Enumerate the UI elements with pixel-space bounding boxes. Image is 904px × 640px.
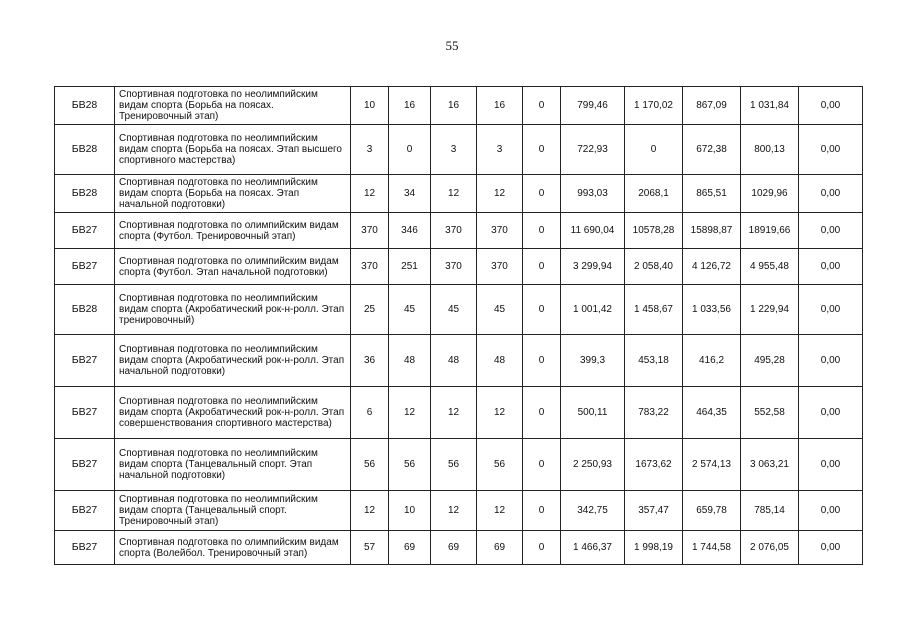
row-code: БВ27 — [55, 213, 115, 249]
row-description: Спортивная подготовка по неолимпийским видам спорта (Танцевальный спорт. Тренировочный этап) — [115, 491, 351, 531]
cell-v4: 1029,96 — [741, 175, 799, 213]
cell-v1: 993,03 — [561, 175, 625, 213]
cell-c5: 0 — [523, 491, 561, 531]
cell-c2: 10 — [389, 491, 431, 531]
cell-c1: 25 — [351, 285, 389, 335]
cell-v1: 1 001,42 — [561, 285, 625, 335]
cell-v4: 1 229,94 — [741, 285, 799, 335]
cell-v4: 785,14 — [741, 491, 799, 531]
cell-c1: 36 — [351, 335, 389, 387]
cell-c4: 56 — [477, 439, 523, 491]
row-description: Спортивная подготовка по неолимпийским видам спорта (Борьба на поясах. Этап начальной подготовки) — [115, 175, 351, 213]
cell-v4: 552,58 — [741, 387, 799, 439]
cell-v2: 1 458,67 — [625, 285, 683, 335]
row-description: Спортивная подготовка по олимпийским видам спорта (Волейбол. Тренировочный этап) — [115, 531, 351, 565]
cell-c1: 12 — [351, 175, 389, 213]
cell-c4: 3 — [477, 125, 523, 175]
cell-c1: 6 — [351, 387, 389, 439]
cell-c3: 12 — [431, 175, 477, 213]
cell-v1: 11 690,04 — [561, 213, 625, 249]
cell-c1: 370 — [351, 249, 389, 285]
cell-v5: 0,00 — [799, 335, 863, 387]
cell-v2: 2 058,40 — [625, 249, 683, 285]
cell-c2: 56 — [389, 439, 431, 491]
cell-v4: 800,13 — [741, 125, 799, 175]
cell-c5: 0 — [523, 439, 561, 491]
cell-c5: 0 — [523, 249, 561, 285]
cell-c2: 45 — [389, 285, 431, 335]
cell-v2: 1673,62 — [625, 439, 683, 491]
cell-c5: 0 — [523, 213, 561, 249]
table-row — [55, 213, 863, 249]
cell-v4: 495,28 — [741, 335, 799, 387]
cell-c4: 45 — [477, 285, 523, 335]
row-code: БВ28 — [55, 125, 115, 175]
cell-v2: 1 998,19 — [625, 531, 683, 565]
table-row — [55, 387, 863, 439]
table-row — [55, 491, 863, 531]
cell-c5: 0 — [523, 387, 561, 439]
cell-v4: 4 955,48 — [741, 249, 799, 285]
row-description: Спортивная подготовка по неолимпийским видам спорта (Акробатический рок-н-ролл. Этап тренировочный) — [115, 285, 351, 335]
cell-v5: 0,00 — [799, 213, 863, 249]
cell-v1: 799,46 — [561, 87, 625, 125]
row-code: БВ28 — [55, 175, 115, 213]
cell-c1: 3 — [351, 125, 389, 175]
cell-v1: 399,3 — [561, 335, 625, 387]
cell-v3: 1 744,58 — [683, 531, 741, 565]
cell-v2: 10578,28 — [625, 213, 683, 249]
cell-c1: 10 — [351, 87, 389, 125]
cell-c3: 12 — [431, 387, 477, 439]
cell-c4: 12 — [477, 175, 523, 213]
row-code: БВ28 — [55, 285, 115, 335]
cell-c3: 370 — [431, 213, 477, 249]
cell-v5: 0,00 — [799, 285, 863, 335]
cell-c4: 370 — [477, 249, 523, 285]
row-description: Спортивная подготовка по неолимпийским видам спорта (Акробатический рок-н-ролл. Этап совершенствования спортивного мастерства) — [115, 387, 351, 439]
row-code: БВ28 — [55, 87, 115, 125]
row-code: БВ27 — [55, 387, 115, 439]
cell-c5: 0 — [523, 87, 561, 125]
cell-c5: 0 — [523, 285, 561, 335]
cell-c4: 12 — [477, 491, 523, 531]
table-row — [55, 335, 863, 387]
cell-v5: 0,00 — [799, 125, 863, 175]
cell-c4: 69 — [477, 531, 523, 565]
cell-c2: 16 — [389, 87, 431, 125]
cell-c3: 69 — [431, 531, 477, 565]
cell-v3: 15898,87 — [683, 213, 741, 249]
cell-v5: 0,00 — [799, 87, 863, 125]
cell-v4: 1 031,84 — [741, 87, 799, 125]
table-row — [55, 125, 863, 175]
cell-c3: 12 — [431, 491, 477, 531]
cell-c5: 0 — [523, 531, 561, 565]
cell-v1: 722,93 — [561, 125, 625, 175]
cell-c2: 48 — [389, 335, 431, 387]
row-description: Спортивная подготовка по олимпийским видам спорта (Футбол. Тренировочный этап) — [115, 213, 351, 249]
row-description: Спортивная подготовка по неолимпийским видам спорта (Борьба на поясах. Этап высшего спортивного мастерства) — [115, 125, 351, 175]
table-row — [55, 439, 863, 491]
cell-v3: 659,78 — [683, 491, 741, 531]
table-row — [55, 531, 863, 565]
cell-c3: 3 — [431, 125, 477, 175]
cell-c3: 56 — [431, 439, 477, 491]
cell-c4: 12 — [477, 387, 523, 439]
data-table — [54, 86, 863, 565]
cell-c3: 370 — [431, 249, 477, 285]
row-description: Спортивная подготовка по олимпийским видам спорта (Футбол. Этап начальной подготовки) — [115, 249, 351, 285]
cell-c2: 0 — [389, 125, 431, 175]
cell-c1: 57 — [351, 531, 389, 565]
cell-v2: 783,22 — [625, 387, 683, 439]
cell-v1: 1 466,37 — [561, 531, 625, 565]
cell-c5: 0 — [523, 335, 561, 387]
cell-c1: 56 — [351, 439, 389, 491]
cell-v3: 464,35 — [683, 387, 741, 439]
cell-c3: 45 — [431, 285, 477, 335]
row-code: БВ27 — [55, 491, 115, 531]
row-description: Спортивная подготовка по неолимпийским видам спорта (Танцевальный спорт. Этап начальной подготовки) — [115, 439, 351, 491]
cell-v1: 3 299,94 — [561, 249, 625, 285]
page-number: 55 — [445, 38, 459, 53]
cell-c3: 48 — [431, 335, 477, 387]
cell-c5: 0 — [523, 125, 561, 175]
cell-v1: 342,75 — [561, 491, 625, 531]
cell-c2: 12 — [389, 387, 431, 439]
cell-v3: 865,51 — [683, 175, 741, 213]
cell-c1: 12 — [351, 491, 389, 531]
cell-v1: 500,11 — [561, 387, 625, 439]
cell-v3: 2 574,13 — [683, 439, 741, 491]
cell-v5: 0,00 — [799, 249, 863, 285]
cell-v1: 2 250,93 — [561, 439, 625, 491]
row-code: БВ27 — [55, 249, 115, 285]
cell-c2: 346 — [389, 213, 431, 249]
cell-v5: 0,00 — [799, 491, 863, 531]
table-row — [55, 249, 863, 285]
table-row — [55, 285, 863, 335]
table-row — [55, 87, 863, 125]
cell-v2: 0 — [625, 125, 683, 175]
cell-c4: 16 — [477, 87, 523, 125]
cell-v2: 2068,1 — [625, 175, 683, 213]
cell-v3: 1 033,56 — [683, 285, 741, 335]
cell-v4: 3 063,21 — [741, 439, 799, 491]
cell-c1: 370 — [351, 213, 389, 249]
cell-v5: 0,00 — [799, 439, 863, 491]
cell-c4: 370 — [477, 213, 523, 249]
cell-c4: 48 — [477, 335, 523, 387]
cell-c2: 251 — [389, 249, 431, 285]
cell-c5: 0 — [523, 175, 561, 213]
cell-v5: 0,00 — [799, 175, 863, 213]
cell-v3: 4 126,72 — [683, 249, 741, 285]
cell-v2: 1 170,02 — [625, 87, 683, 125]
cell-v3: 672,38 — [683, 125, 741, 175]
cell-v5: 0,00 — [799, 531, 863, 565]
row-code: БВ27 — [55, 531, 115, 565]
cell-v2: 453,18 — [625, 335, 683, 387]
cell-c2: 69 — [389, 531, 431, 565]
row-code: БВ27 — [55, 439, 115, 491]
cell-v3: 867,09 — [683, 87, 741, 125]
cell-v4: 18919,66 — [741, 213, 799, 249]
cell-v2: 357,47 — [625, 491, 683, 531]
row-code: БВ27 — [55, 335, 115, 387]
table-row — [55, 175, 863, 213]
cell-v3: 416,2 — [683, 335, 741, 387]
cell-c3: 16 — [431, 87, 477, 125]
cell-v4: 2 076,05 — [741, 531, 799, 565]
row-description: Спортивная подготовка по неолимпийским видам спорта (Акробатический рок-н-ролл. Этап начальной подготовки) — [115, 335, 351, 387]
row-description: Спортивная подготовка по неолимпийским видам спорта (Борьба на поясах. Тренировочный этап) — [115, 87, 351, 125]
cell-c2: 34 — [389, 175, 431, 213]
cell-v5: 0,00 — [799, 387, 863, 439]
